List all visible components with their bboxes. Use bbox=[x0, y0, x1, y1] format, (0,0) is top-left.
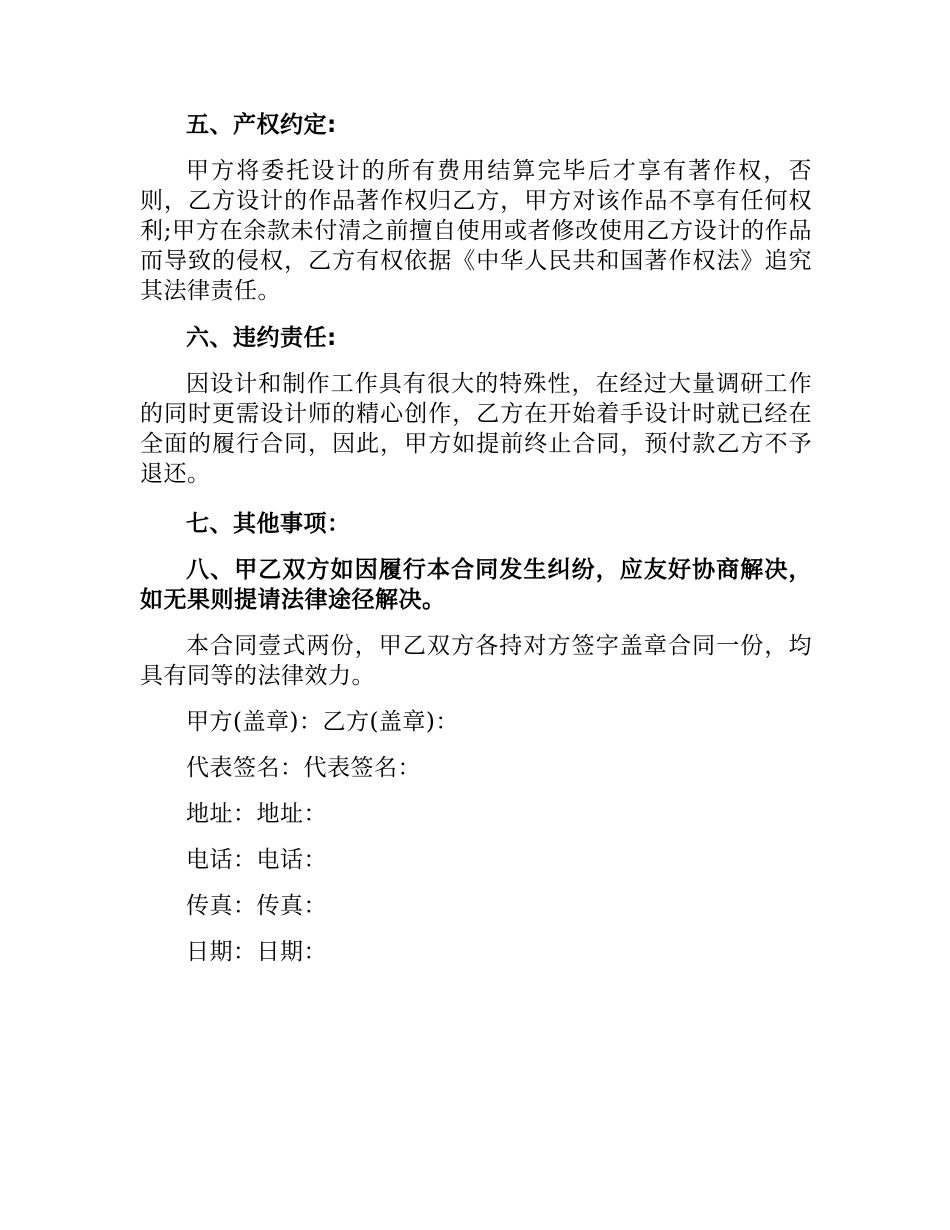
signature-line-representative: 代表签名：代表签名： bbox=[186, 755, 421, 781]
closing-paragraph: 本合同壹式两份，甲乙双方各持对方签字盖章合同一份，均具有同等的法律效力。 bbox=[140, 633, 812, 689]
section-7-heading: 七、其他事项： bbox=[186, 511, 351, 537]
signature-line-seal: 甲方(盖章)：乙方(盖章)： bbox=[186, 709, 459, 735]
section-5-body: 甲方将委托设计的所有费用结算完毕后才享有著作权，否则，乙方设计的作品著作权归乙方，甲方对该作品不享有任何权利;甲方在余款未付清之前擅自使用或者修改使用乙方设计的作品而导致的侵权，乙方有权依据《中华人民共和国著作权法》追究其法律责任。 bbox=[140, 158, 812, 304]
document-page bbox=[140, 110, 812, 967]
signature-line-phone: 电话：电话： bbox=[186, 847, 327, 873]
signature-line-fax: 传真：传真： bbox=[186, 893, 327, 919]
section-6-body: 因设计和制作工作具有很大的特殊性，在经过大量调研工作的同时更需设计师的精心创作，乙方在开始着手设计时就已经在全面的履行合同，因此，甲方如提前终止合同，预付款乙方不予退还。 bbox=[140, 371, 812, 487]
section-5-heading: 五、产权约定: bbox=[186, 112, 337, 138]
signature-line-date: 日期：日期： bbox=[186, 939, 327, 965]
section-6-heading: 六、违约责任: bbox=[186, 325, 337, 351]
section-8-heading: 八、甲乙双方如因履行本合同发生纠纷，应友好协商解决，如无果则提请法律途径解决。 bbox=[140, 557, 812, 613]
signature-line-address: 地址：地址： bbox=[186, 801, 327, 827]
